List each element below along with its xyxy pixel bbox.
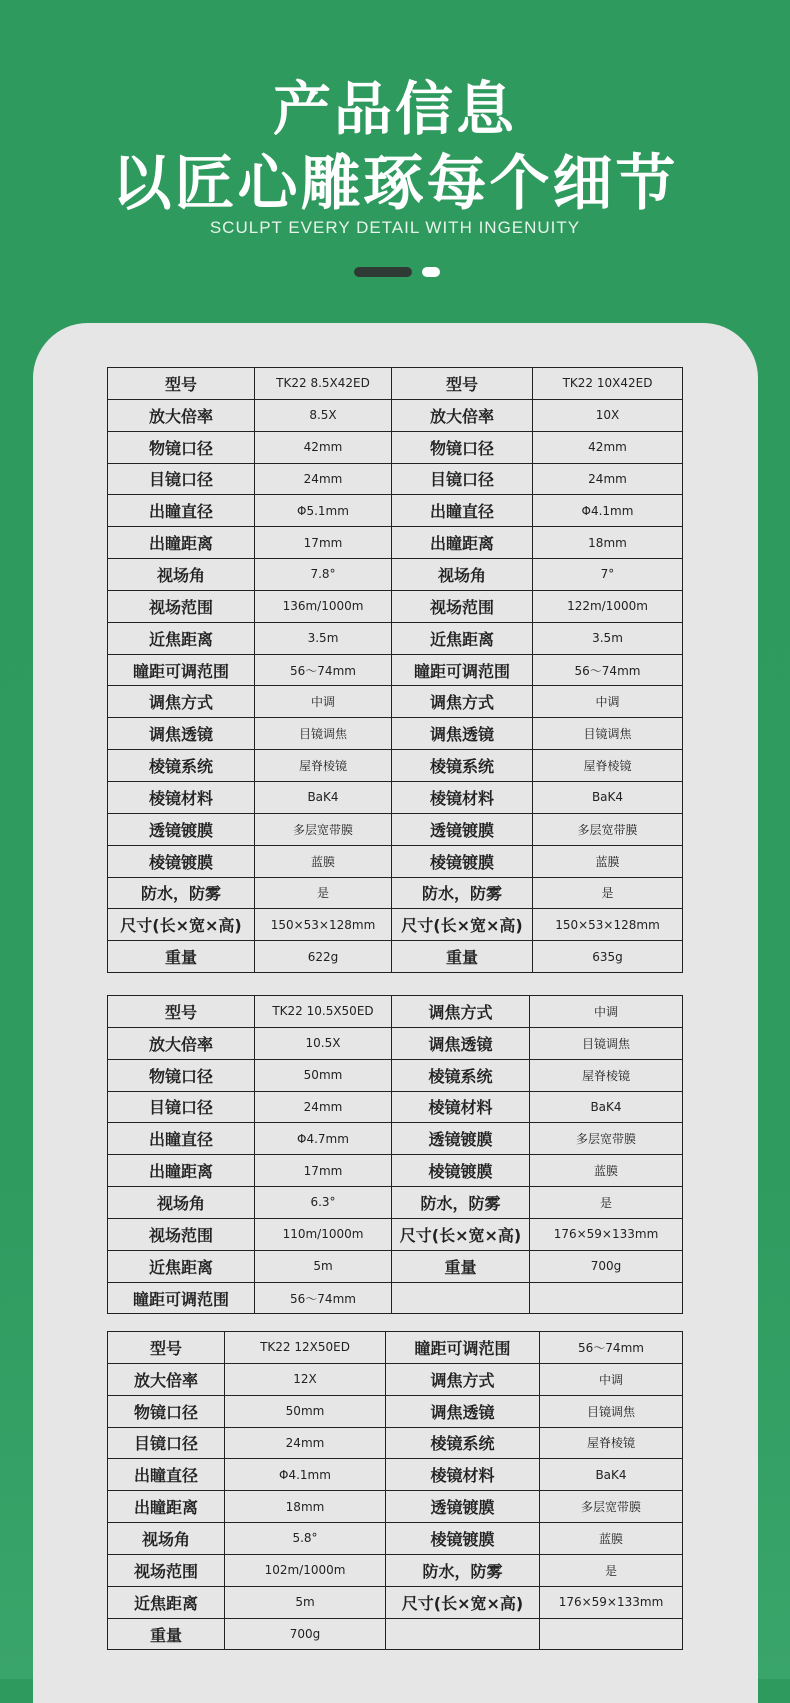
table-row — [108, 1363, 683, 1395]
spec-value-cell: 屋脊棱镜 — [533, 750, 683, 782]
spec-value-cell — [530, 1282, 683, 1314]
table-row — [108, 1155, 683, 1187]
spec-value-cell: 5m — [255, 1250, 392, 1282]
spec-label-cell: 重量 — [108, 1618, 225, 1650]
spec-label-cell: 棱镜系统 — [392, 750, 533, 782]
spec-value-cell: 56～74mm — [255, 1282, 392, 1314]
spec-value-cell: 5m — [225, 1586, 386, 1618]
spec-value-cell: 目镜调焦 — [530, 1027, 683, 1059]
spec-label-cell: 瞳距可调范围 — [108, 654, 255, 686]
spec-label-cell: 重量 — [392, 1250, 530, 1282]
spec-value-cell: 目镜调焦 — [540, 1395, 683, 1427]
spec-label-cell: 瞳距可调范围 — [392, 654, 533, 686]
spec-value-cell: 屋脊棱镜 — [540, 1427, 683, 1459]
spec-label-cell: 近焦距离 — [392, 622, 533, 654]
spec-label-cell: 防水，防雾 — [386, 1554, 540, 1586]
spec-value-cell: 屋脊棱镜 — [530, 1059, 683, 1091]
table-row — [108, 1586, 683, 1618]
spec-label-cell: 出瞳距离 — [392, 527, 533, 559]
spec-value-cell: 10X — [533, 399, 683, 431]
spec-value-cell: TK22 10.5X50ED — [255, 996, 392, 1028]
table-row — [108, 368, 683, 400]
spec-label-cell: 放大倍率 — [108, 1363, 225, 1395]
table-row — [108, 1091, 683, 1123]
table-row — [108, 1523, 683, 1555]
spec-label-cell: 棱镜系统 — [392, 1059, 530, 1091]
spec-label-cell: 调焦方式 — [392, 996, 530, 1028]
spec-value-cell: 多层宽带膜 — [255, 813, 392, 845]
spec-label-cell: 透镜镀膜 — [392, 1123, 530, 1155]
spec-label-cell: 防水，防雾 — [108, 877, 255, 909]
table-row — [108, 750, 683, 782]
table-row — [108, 845, 683, 877]
spec-value-cell: 150×53×128mm — [255, 909, 392, 941]
spec-label-cell: 瞳距可调范围 — [386, 1332, 540, 1364]
spec-value-cell: 7.8° — [255, 559, 392, 591]
spec-value-cell: 56～74mm — [533, 654, 683, 686]
table-row — [108, 718, 683, 750]
spec-label-cell: 视场角 — [108, 1523, 225, 1555]
table-row — [108, 1218, 683, 1250]
table-row — [108, 622, 683, 654]
spec-label-cell: 棱镜材料 — [392, 781, 533, 813]
spec-value-cell: 是 — [540, 1554, 683, 1586]
table-row — [108, 1491, 683, 1523]
spec-value-cell: 蓝膜 — [530, 1155, 683, 1187]
table-row — [108, 1027, 683, 1059]
spec-value-cell: 42mm — [255, 431, 392, 463]
title-line-1: 产品信息 — [272, 75, 517, 143]
spec-value-cell: 目镜调焦 — [533, 718, 683, 750]
spec-label-cell: 调焦透镜 — [108, 718, 255, 750]
pagination-indicator — [354, 267, 454, 279]
spec-label-cell: 型号 — [392, 368, 533, 400]
spec-label-cell: 棱镜系统 — [386, 1427, 540, 1459]
spec-value-cell: 18mm — [225, 1491, 386, 1523]
table-row — [108, 1059, 683, 1091]
spec-label-cell: 型号 — [108, 1332, 225, 1364]
spec-label-cell: 出瞳距离 — [108, 527, 255, 559]
spec-table-3 — [107, 1331, 683, 1650]
spec-value-cell: 122m/1000m — [533, 590, 683, 622]
spec-value-cell: Φ4.1mm — [533, 495, 683, 527]
spec-label-cell: 调焦透镜 — [392, 1027, 530, 1059]
spec-label-cell: 棱镜材料 — [386, 1459, 540, 1491]
spec-value-cell: 中调 — [533, 686, 683, 718]
spec-label-cell: 透镜镀膜 — [392, 813, 533, 845]
spec-value-cell: 蓝膜 — [540, 1523, 683, 1555]
spec-label-cell: 调焦方式 — [108, 686, 255, 718]
spec-label-cell: 视场范围 — [108, 590, 255, 622]
page-dot — [422, 267, 440, 277]
spec-value-cell: 110m/1000m — [255, 1218, 392, 1250]
table-row — [108, 431, 683, 463]
spec-label-cell: 棱镜镀膜 — [392, 1155, 530, 1187]
spec-label-cell: 重量 — [108, 941, 255, 973]
spec-value-cell: Φ5.1mm — [255, 495, 392, 527]
spec-value-cell: 蓝膜 — [255, 845, 392, 877]
spec-label-cell: 放大倍率 — [108, 399, 255, 431]
spec-value-cell: 12X — [225, 1363, 386, 1395]
table-row — [108, 495, 683, 527]
spec-value-cell: 中调 — [255, 686, 392, 718]
spec-table-2 — [107, 995, 683, 1314]
table-row — [108, 1187, 683, 1219]
spec-label-cell: 视场范围 — [392, 590, 533, 622]
spec-label-cell: 出瞳距离 — [108, 1491, 225, 1523]
spec-value-cell: 是 — [530, 1187, 683, 1219]
spec-value-cell: BaK4 — [533, 781, 683, 813]
spec-value-cell: 24mm — [225, 1427, 386, 1459]
spec-value-cell — [540, 1618, 683, 1650]
spec-label-cell: 尺寸(长×宽×高) — [108, 909, 255, 941]
spec-label-cell: 近焦距离 — [108, 1586, 225, 1618]
table-row — [108, 996, 683, 1028]
table-row — [108, 1123, 683, 1155]
table-row — [108, 559, 683, 591]
table-row — [108, 1282, 683, 1314]
spec-value-cell: 7° — [533, 559, 683, 591]
spec-value-cell: BaK4 — [530, 1091, 683, 1123]
table-row — [108, 813, 683, 845]
spec-label-cell: 防水，防雾 — [392, 1187, 530, 1219]
spec-value-cell: 150×53×128mm — [533, 909, 683, 941]
spec-value-cell: 是 — [533, 877, 683, 909]
spec-label-cell: 物镜口径 — [108, 1395, 225, 1427]
spec-value-cell: 是 — [255, 877, 392, 909]
table-row — [108, 1554, 683, 1586]
table-row — [108, 1332, 683, 1364]
title-line-2: 以匠心雕琢每个细节 — [111, 149, 679, 219]
spec-label-cell: 调焦方式 — [392, 686, 533, 718]
spec-label-cell: 尺寸(长×宽×高) — [392, 1218, 530, 1250]
table-row — [108, 1459, 683, 1491]
spec-label-cell: 视场角 — [108, 559, 255, 591]
spec-label-cell: 出瞳距离 — [108, 1155, 255, 1187]
spec-value-cell: TK22 8.5X42ED — [255, 368, 392, 400]
spec-value-cell: 176×59×133mm — [540, 1586, 683, 1618]
table-row — [108, 1250, 683, 1282]
spec-value-cell: 622g — [255, 941, 392, 973]
spec-value-cell: 6.3° — [255, 1187, 392, 1219]
spec-value-cell: 3.5m — [255, 622, 392, 654]
spec-value-cell: 中调 — [530, 996, 683, 1028]
spec-label-cell: 物镜口径 — [392, 431, 533, 463]
table-row — [108, 686, 683, 718]
spec-value-cell: 多层宽带膜 — [530, 1123, 683, 1155]
spec-label-cell: 放大倍率 — [392, 399, 533, 431]
table-row — [108, 1427, 683, 1459]
spec-value-cell: 17mm — [255, 527, 392, 559]
spec-value-cell: 136m/1000m — [255, 590, 392, 622]
spec-label-cell: 棱镜材料 — [392, 1091, 530, 1123]
spec-value-cell: 700g — [530, 1250, 683, 1282]
spec-label-cell: 瞳距可调范围 — [108, 1282, 255, 1314]
spec-label-cell: 调焦方式 — [386, 1363, 540, 1395]
spec-table-1 — [107, 367, 683, 973]
spec-value-cell: 50mm — [255, 1059, 392, 1091]
spec-value-cell: 5.8° — [225, 1523, 386, 1555]
spec-value-cell: 24mm — [255, 463, 392, 495]
spec-value-cell: 目镜调焦 — [255, 718, 392, 750]
table-row — [108, 941, 683, 973]
spec-label-cell: 视场范围 — [108, 1554, 225, 1586]
spec-value-cell: 176×59×133mm — [530, 1218, 683, 1250]
spec-label-cell: 物镜口径 — [108, 431, 255, 463]
spec-value-cell: 50mm — [225, 1395, 386, 1427]
spec-label-cell: 出瞳直径 — [108, 1123, 255, 1155]
table-row — [108, 399, 683, 431]
spec-label-cell: 调焦透镜 — [386, 1395, 540, 1427]
spec-value-cell: 17mm — [255, 1155, 392, 1187]
spec-value-cell: 24mm — [255, 1091, 392, 1123]
spec-value-cell: TK22 12X50ED — [225, 1332, 386, 1364]
spec-value-cell: 56～74mm — [540, 1332, 683, 1364]
active-page-dot — [354, 267, 412, 277]
spec-label-cell: 目镜口径 — [108, 1427, 225, 1459]
spec-label-cell: 目镜口径 — [392, 463, 533, 495]
spec-value-cell: Φ4.1mm — [225, 1459, 386, 1491]
spec-value-cell: 56～74mm — [255, 654, 392, 686]
spec-label-cell: 物镜口径 — [108, 1059, 255, 1091]
spec-label-cell: 尺寸(长×宽×高) — [386, 1586, 540, 1618]
spec-label-cell: 型号 — [108, 368, 255, 400]
table-row — [108, 463, 683, 495]
spec-label-cell: 棱镜镀膜 — [108, 845, 255, 877]
spec-label-cell: 近焦距离 — [108, 1250, 255, 1282]
spec-label-cell: 视场范围 — [108, 1218, 255, 1250]
table-row — [108, 781, 683, 813]
spec-label-cell: 出瞳直径 — [108, 495, 255, 527]
spec-value-cell: 蓝膜 — [533, 845, 683, 877]
spec-label-cell: 重量 — [392, 941, 533, 973]
table-row — [108, 654, 683, 686]
spec-value-cell: Φ4.7mm — [255, 1123, 392, 1155]
spec-label-cell: 视场角 — [392, 559, 533, 591]
spec-value-cell: BaK4 — [255, 781, 392, 813]
spec-value-cell: 635g — [533, 941, 683, 973]
spec-value-cell: BaK4 — [540, 1459, 683, 1491]
spec-label-cell: 调焦透镜 — [392, 718, 533, 750]
spec-label-cell: 透镜镀膜 — [108, 813, 255, 845]
spec-label-cell: 目镜口径 — [108, 463, 255, 495]
spec-value-cell: 8.5X — [255, 399, 392, 431]
spec-label-cell: 尺寸(长×宽×高) — [392, 909, 533, 941]
spec-label-cell: 防水，防雾 — [392, 877, 533, 909]
spec-label-cell: 出瞳直径 — [108, 1459, 225, 1491]
spec-label-cell: 棱镜镀膜 — [392, 845, 533, 877]
subtitle: SCULPT EVERY DETAIL WITH INGENUITY — [209, 218, 581, 237]
table-row — [108, 527, 683, 559]
spec-value-cell: TK22 10X42ED — [533, 368, 683, 400]
table-row — [108, 877, 683, 909]
spec-value-cell: 42mm — [533, 431, 683, 463]
spec-value-cell: 多层宽带膜 — [540, 1491, 683, 1523]
spec-value-cell: 102m/1000m — [225, 1554, 386, 1586]
spec-label-cell: 出瞳直径 — [392, 495, 533, 527]
table-row — [108, 1395, 683, 1427]
spec-label-cell: 放大倍率 — [108, 1027, 255, 1059]
spec-label-cell: 透镜镀膜 — [386, 1491, 540, 1523]
spec-label-cell: 近焦距离 — [108, 622, 255, 654]
spec-label-cell: 棱镜系统 — [108, 750, 255, 782]
spec-value-cell: 3.5m — [533, 622, 683, 654]
spec-value-cell: 700g — [225, 1618, 386, 1650]
spec-label-cell: 目镜口径 — [108, 1091, 255, 1123]
page-header — [0, 0, 790, 320]
spec-value-cell: 多层宽带膜 — [533, 813, 683, 845]
spec-value-cell: 中调 — [540, 1363, 683, 1395]
spec-value-cell: 10.5X — [255, 1027, 392, 1059]
spec-value-cell: 18mm — [533, 527, 683, 559]
spec-label-cell: 棱镜材料 — [108, 781, 255, 813]
table-row — [108, 909, 683, 941]
spec-label-cell — [392, 1282, 530, 1314]
spec-value-cell: 24mm — [533, 463, 683, 495]
spec-label-cell — [386, 1618, 540, 1650]
spec-label-cell: 型号 — [108, 996, 255, 1028]
spec-value-cell: 屋脊棱镜 — [255, 750, 392, 782]
table-row — [108, 590, 683, 622]
spec-label-cell: 视场角 — [108, 1187, 255, 1219]
spec-label-cell: 棱镜镀膜 — [386, 1523, 540, 1555]
table-row — [108, 1618, 683, 1650]
